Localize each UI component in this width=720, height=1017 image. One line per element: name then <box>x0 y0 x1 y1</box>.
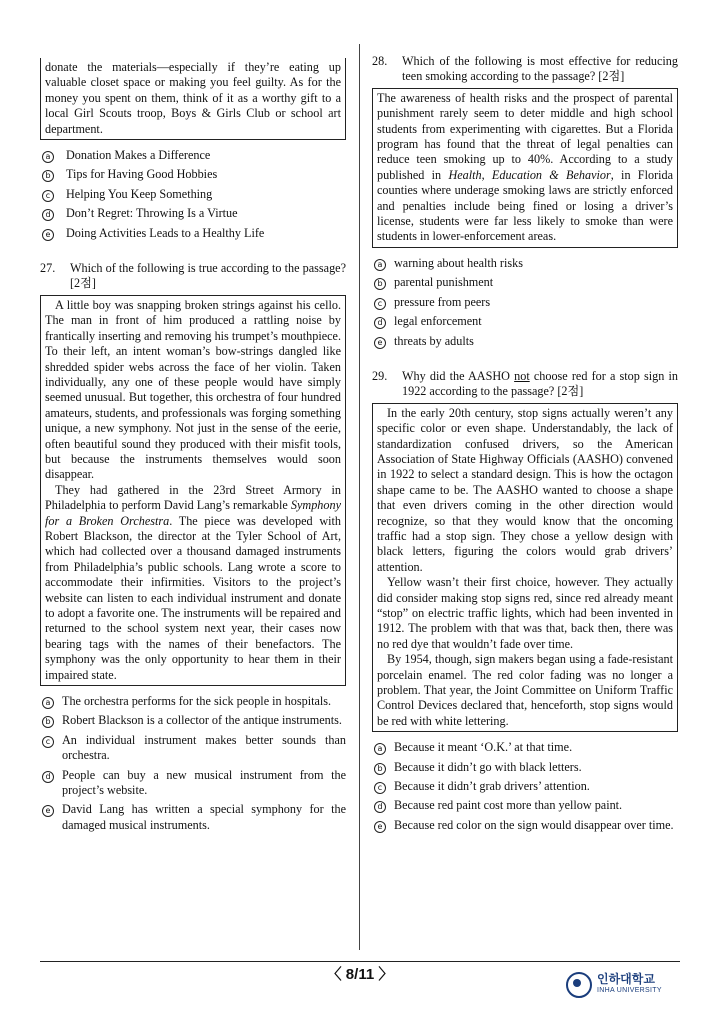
q28-p1-start: The awareness of health risks and the prospect of parental punishment rarely seem to deter middle and high school students from experimenting with cigarettes. But a Florida program has found that the threat of legal penalties can reduce teen smoking up to 40%. According to a study published in <box>377 90 673 182</box>
option-marker: b <box>374 763 386 775</box>
answer-option[interactable] <box>372 295 678 310</box>
option-text: An individual instrument makes better sounds than orchestra. <box>62 732 346 763</box>
option-text: pressure from peers <box>394 294 491 309</box>
option-marker: d <box>374 801 386 813</box>
option-marker: d <box>42 209 54 221</box>
q27-number: 27. <box>40 261 56 276</box>
answer-option[interactable] <box>372 740 678 755</box>
q26-options <box>40 148 346 241</box>
option-marker: c <box>42 736 54 748</box>
q29-paragraph-3: By 1954, though, sign makers began using a fade-resistant porcelain enamel. The red color fading was no longer a problem. That year, the Joint Committee on Uniform Traffic Control Devices declared that, henceforth, stop signs would be red with white lettering. <box>377 652 673 728</box>
option-text: Because red paint cost more than yellow paint. <box>394 798 623 813</box>
page-number: 〈 8/11 〉 <box>326 966 394 983</box>
logo-korean-name: 인하대학교 <box>597 972 655 986</box>
option-text: Helping You Keep Something <box>66 186 213 201</box>
q29-text-end: choose red for a stop sign in 1922 according to the passage? [2점] <box>402 368 678 399</box>
option-marker: a <box>374 259 386 271</box>
q29-options <box>372 740 678 833</box>
q28-options <box>372 256 678 349</box>
logo-english-name: INHA UNIVERSITY <box>597 987 662 994</box>
answer-option[interactable] <box>372 314 678 329</box>
option-marker: e <box>42 805 54 817</box>
option-marker: b <box>374 278 386 290</box>
answer-option[interactable] <box>40 187 346 202</box>
q29-number: 29. <box>372 368 388 383</box>
logo-words <box>597 974 662 996</box>
q29-text-not: not <box>514 368 530 383</box>
answer-option[interactable] <box>40 713 346 728</box>
q27-question <box>40 261 346 292</box>
q26-passage-text: donate the materials—especially if they’re eating up valuable closet space or making you feel guilty. As for the money you spent on them, think of it as a worthy gift to a local Girl Scouts troop, Boys & Girls Club or school art department. <box>45 60 341 136</box>
option-text: Because it didn’t go with black letters. <box>394 759 582 774</box>
option-marker: b <box>42 716 54 728</box>
option-text: threats by adults <box>394 333 474 348</box>
answer-option[interactable] <box>40 694 346 709</box>
q28-question <box>372 54 678 85</box>
q29-passage-box <box>372 403 678 733</box>
option-text: David Lang has written a special symphony for the damaged musical instruments. <box>62 802 346 832</box>
option-marker: c <box>374 298 386 310</box>
option-text: The orchestra performs for the sick people in hospitals. <box>62 694 332 709</box>
university-seal-icon <box>566 972 592 998</box>
column-divider <box>359 44 360 950</box>
option-marker: a <box>42 151 54 163</box>
answer-option[interactable] <box>372 760 678 775</box>
answer-option[interactable] <box>40 148 346 163</box>
option-text: Because it didn’t grab drivers’ attention. <box>394 779 590 794</box>
q27-paragraph-1: A little boy was snapping broken strings against his cello. The man in front of him produced a rattling noise by frantically inserting and removing his trumpet’s mouthpiece. To their left, an intent woman’s bow-strings dangled like shredded spider webs across the face of her violin. Taken individually, any one of these people would have simply seemed unusual. But together, this orchestra of four hundred amateurs, students, and professionals was forging something unique, a new symphony. Not just in the sense of the eerie, often beautiful sound they produced with their misfit tools, but because the instruments themselves would soon disappear. <box>45 297 341 482</box>
option-marker: d <box>374 317 386 329</box>
option-marker: c <box>374 782 386 794</box>
option-text: Donation Makes a Difference <box>66 148 211 163</box>
option-text: legal enforcement <box>394 314 482 329</box>
option-text: Tips for Having Good Hobbies <box>66 167 218 182</box>
q27-passage-box <box>40 295 346 686</box>
q27-symphony-title: Symphony for a Broken Orchestra <box>45 498 341 528</box>
q27-text: Which of the following is true according to the passage? [2점] <box>70 261 346 291</box>
q29-question <box>372 369 678 400</box>
answer-option[interactable] <box>372 334 678 349</box>
q27-options <box>40 694 346 833</box>
option-text: parental punishment <box>394 275 494 290</box>
option-text: People can buy a new musical instrument from the project’s website. <box>62 767 346 798</box>
left-column <box>40 54 346 837</box>
answer-option[interactable] <box>40 768 346 799</box>
option-marker: e <box>374 337 386 349</box>
q28-text: Which of the following is most effective for reducing teen smoking according to the passage? [2점] <box>402 54 678 84</box>
option-marker: c <box>42 190 54 202</box>
q28-journal-title: Health, Education & Behavior <box>448 167 611 182</box>
option-text: Don’t Regret: Throwing Is a Virtue <box>66 206 238 221</box>
option-marker: a <box>374 743 386 755</box>
answer-option[interactable] <box>40 226 346 241</box>
q29-paragraph-2: Yellow wasn’t their first choice, however. They actually did consider making stop signs red, since red already meant “stop” on electric traffic lights, which had been invented in 1912. The problem with that was that, back then, there was no red dye that wouldn’t fade over time. <box>377 575 673 651</box>
answer-option[interactable] <box>372 779 678 794</box>
option-marker: a <box>42 697 54 709</box>
answer-option[interactable] <box>372 798 678 813</box>
option-text: warning about health risks <box>394 255 523 270</box>
answer-option[interactable] <box>40 802 346 833</box>
option-text: Doing Activities Leads to a Healthy Life <box>66 225 265 240</box>
q27-p2-start: They had gathered in the 23rd Street Armory in Philadelphia to perform David Lang’s remarkable <box>45 482 341 513</box>
option-marker: e <box>42 229 54 241</box>
q27-paragraph-2 <box>45 483 341 683</box>
answer-option[interactable] <box>372 818 678 833</box>
q29-text-start: Why did the AASHO <box>402 368 515 383</box>
answer-option[interactable] <box>372 256 678 271</box>
right-column <box>372 54 678 837</box>
option-marker: d <box>42 771 54 783</box>
option-text: Robert Blackson is a collector of the antique instruments. <box>62 713 342 728</box>
answer-option[interactable] <box>40 733 346 764</box>
option-text: Because red color on the sign would disappear over time. <box>394 817 674 832</box>
q29-text <box>402 369 678 400</box>
q28-paragraph-1 <box>377 91 673 245</box>
q29-paragraph-1: In the early 20th century, stop signs actually weren’t any specific color or even shape. Understandably, the lack of standardization confused drivers, so the American Association of State Highway Officials (AASHO) convened in 1922 to select a standard design. This is how the octagon shape came to be. The AASHO wanted to choose a shape that even drivers coming in the other direction would recognize, so that they would know that the oncoming traffic had a stop sign. They chose a yellow design with black letters, figuring the colors would grab drivers’ attention. <box>377 405 673 574</box>
option-marker: e <box>374 821 386 833</box>
q26-passage-box <box>40 58 346 140</box>
q28-number: 28. <box>372 54 388 68</box>
q27-p2-end: . The piece was developed with Robert Blackson, the director at the Tyler School of Art, which had collected over a thousand damaged instruments from Philadelphia’s public schools. Lang wrote a score to accommodate their infirmities. Visitors to the project’s website can listen to each individual instrument and donate to adopt a favorite one. The instruments will be repaired and returned to the school system next year, their cases now bearing tags with the names of their benefactors. The symphony was the only opportunity to hear them in their impaired state. <box>45 513 342 682</box>
answer-option[interactable] <box>372 275 678 290</box>
answer-option[interactable] <box>40 206 346 221</box>
answer-option[interactable] <box>40 167 346 182</box>
q28-passage-box <box>372 88 678 248</box>
option-text: Because it meant ‘O.K.’ at that time. <box>394 740 573 755</box>
q28-p1-end: , in Florida counties where underage smoking laws are strictly enforced and penalties include being fined or losing a driver’s license, students were far less likely to smoke than were students in lower-enforcement areas. <box>377 167 674 244</box>
footer-rule <box>40 961 680 962</box>
option-marker: b <box>42 170 54 182</box>
university-logo <box>566 972 662 998</box>
